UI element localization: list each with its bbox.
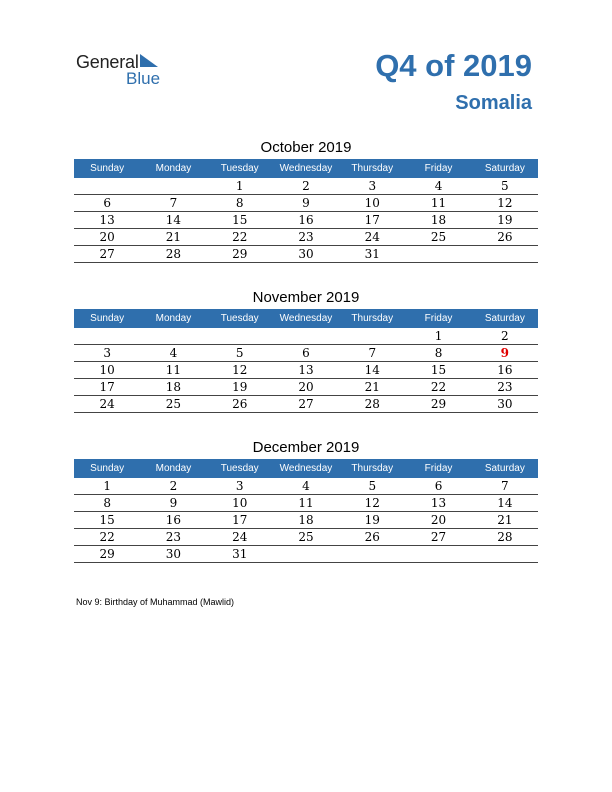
day-cell <box>140 328 206 344</box>
day-cell: 19 <box>497 213 513 227</box>
week-row <box>74 345 538 362</box>
week-row <box>74 328 538 345</box>
day-cell: 27 <box>430 530 447 544</box>
day-cell <box>339 546 405 562</box>
day-cell: 10 <box>99 363 115 377</box>
day-cell <box>472 246 538 262</box>
day-cell: 20 <box>430 513 447 527</box>
day-cell: 6 <box>434 479 443 493</box>
day-cell: 20 <box>99 230 115 244</box>
day-cell: 6 <box>103 196 111 210</box>
day-cell: 17 <box>232 513 248 527</box>
day-cell: 3 <box>368 179 377 193</box>
day-cell: 7 <box>368 346 377 360</box>
day-cell: 9 <box>169 496 178 510</box>
day-cell: 25 <box>430 230 447 244</box>
month-title: November 2019 <box>252 289 360 306</box>
week-row <box>74 396 538 413</box>
week-row <box>74 546 538 563</box>
month-grid <box>74 178 538 263</box>
month-grid <box>74 328 538 413</box>
day-cell <box>273 546 339 562</box>
day-cell: 1 <box>103 479 111 493</box>
week-row <box>74 246 538 263</box>
day-cell: 18 <box>165 380 182 394</box>
day-cell: 12 <box>497 196 513 210</box>
week-row <box>74 195 538 212</box>
day-cell <box>74 328 140 344</box>
day-cell: 23 <box>497 380 513 394</box>
day-cell: 28 <box>165 247 182 261</box>
day-cell: 30 <box>298 247 314 261</box>
weekday-label: Thursday <box>351 313 394 324</box>
day-cell: 19 <box>232 380 248 394</box>
weekday-label: Monday <box>155 313 192 324</box>
day-cell: 26 <box>364 530 380 544</box>
day-cell: 4 <box>169 346 178 360</box>
weekday-label: Wednesday <box>279 313 333 324</box>
day-cell <box>472 546 538 562</box>
day-cell: 2 <box>302 179 310 193</box>
week-row <box>74 495 538 512</box>
weekday-label: Tuesday <box>220 313 259 324</box>
week-row <box>74 379 538 396</box>
day-cell <box>273 328 339 344</box>
day-cell: 11 <box>165 363 182 377</box>
day-cell: 11 <box>298 496 314 510</box>
day-cell: 3 <box>235 479 244 493</box>
day-cell: 30 <box>497 397 513 411</box>
day-cell: 1 <box>434 329 443 343</box>
day-cell: 18 <box>430 213 447 227</box>
day-cell: 3 <box>103 346 111 360</box>
logo-flag-icon <box>140 54 158 67</box>
day-cell <box>207 328 273 344</box>
weekday-label: Tuesday <box>220 463 259 474</box>
day-cell: 31 <box>232 547 248 561</box>
day-cell: 15 <box>430 363 447 377</box>
day-cell: 12 <box>364 496 380 510</box>
day-cell <box>405 246 471 262</box>
day-cell: 13 <box>430 496 447 510</box>
weekday-label: Friday <box>424 463 453 474</box>
day-cell: 23 <box>165 530 182 544</box>
day-cell: 30 <box>165 547 182 561</box>
day-cell: 17 <box>364 213 380 227</box>
day-cell: 2 <box>501 329 509 343</box>
week-row <box>74 362 538 379</box>
weekday-header <box>74 459 538 478</box>
day-cell <box>405 546 471 562</box>
weekday-label: Monday <box>155 163 192 174</box>
day-cell: 21 <box>364 380 380 394</box>
weekday-label: Sunday <box>90 313 125 324</box>
day-cell: 4 <box>302 479 310 493</box>
weekday-label: Wednesday <box>279 163 333 174</box>
day-cell: 22 <box>99 530 115 544</box>
day-cell: 24 <box>232 530 248 544</box>
weekday-label: Thursday <box>351 163 394 174</box>
day-cell: 5 <box>235 346 244 360</box>
week-row <box>74 512 538 529</box>
day-cell: 21 <box>165 230 182 244</box>
day-cell: 26 <box>232 397 248 411</box>
day-cell: 7 <box>169 196 178 210</box>
day-cell: 8 <box>235 196 244 210</box>
day-cell: 1 <box>235 179 244 193</box>
day-cell: 6 <box>302 346 310 360</box>
generalblue-logo <box>76 52 186 92</box>
day-cell: 17 <box>99 380 115 394</box>
day-cell: 27 <box>298 397 314 411</box>
day-cell: 7 <box>501 479 509 493</box>
day-cell: 31 <box>364 247 380 261</box>
day-cell: 12 <box>232 363 248 377</box>
day-cell: 29 <box>99 547 115 561</box>
day-cell: 19 <box>364 513 380 527</box>
week-row <box>74 478 538 495</box>
week-row <box>74 229 538 246</box>
day-cell: 14 <box>364 363 380 377</box>
day-cell: 2 <box>169 479 178 493</box>
day-cell: 13 <box>298 363 314 377</box>
month-title: December 2019 <box>252 439 360 456</box>
month-november <box>74 287 538 413</box>
week-row <box>74 529 538 546</box>
day-cell: 14 <box>497 496 513 510</box>
month-december <box>74 437 538 563</box>
weekday-label: Sunday <box>90 163 125 174</box>
day-cell: 5 <box>501 179 509 193</box>
week-row <box>74 212 538 229</box>
day-cell: 24 <box>364 230 380 244</box>
day-cell <box>339 328 405 344</box>
day-cell: 28 <box>364 397 380 411</box>
weekday-label: Saturday <box>484 313 525 324</box>
day-cell: 4 <box>434 179 443 193</box>
day-cell: 9 <box>302 196 310 210</box>
weekday-label: Wednesday <box>279 463 333 474</box>
day-cell: 10 <box>364 196 380 210</box>
day-cell: 20 <box>298 380 314 394</box>
holiday-note: Nov 9: Birthday of Muhammad (Mawlid) <box>76 597 235 607</box>
weekday-label: Thursday <box>351 463 394 474</box>
month-grid <box>74 478 538 563</box>
day-cell: 11 <box>430 196 447 210</box>
day-cell: 25 <box>165 397 182 411</box>
month-october <box>74 137 538 263</box>
logo-text-blue: Blue <box>126 69 161 88</box>
day-cell: 24 <box>99 397 115 411</box>
weekday-label: Monday <box>155 463 192 474</box>
weekday-label: Friday <box>424 163 453 174</box>
logo-text-general: General <box>76 52 139 72</box>
day-cell: 5 <box>368 479 377 493</box>
weekday-label: Tuesday <box>220 163 259 174</box>
day-cell <box>140 178 206 194</box>
week-row <box>74 178 538 195</box>
day-cell: 29 <box>430 397 447 411</box>
month-title: October 2019 <box>260 139 352 156</box>
weekday-label: Sunday <box>90 463 125 474</box>
day-cell: 29 <box>232 247 248 261</box>
day-cell: 13 <box>99 213 115 227</box>
weekday-label: Saturday <box>484 463 525 474</box>
day-cell: 15 <box>99 513 115 527</box>
day-cell: 8 <box>434 346 443 360</box>
weekday-label: Saturday <box>484 163 525 174</box>
day-cell: 16 <box>298 213 314 227</box>
day-cell: 10 <box>232 496 248 510</box>
day-cell: 22 <box>430 380 447 394</box>
weekday-header <box>74 159 538 178</box>
day-cell: 22 <box>232 230 248 244</box>
day-cell: 27 <box>99 247 115 261</box>
day-cell: 14 <box>165 213 182 227</box>
day-cell: 18 <box>298 513 314 527</box>
day-cell: 21 <box>497 513 513 527</box>
holiday-day-cell: 9 <box>500 346 509 360</box>
day-cell: 23 <box>298 230 314 244</box>
weekday-header <box>74 309 538 328</box>
day-cell: 8 <box>103 496 111 510</box>
day-cell <box>74 178 140 194</box>
day-cell: 26 <box>497 230 513 244</box>
day-cell: 25 <box>298 530 314 544</box>
day-cell: 28 <box>497 530 513 544</box>
day-cell: 16 <box>497 363 513 377</box>
quarter-title: Q4 of 2019 <box>375 48 532 83</box>
day-cell: 15 <box>232 213 248 227</box>
day-cell: 16 <box>165 513 182 527</box>
weekday-label: Friday <box>424 313 453 324</box>
country-name: Somalia <box>455 92 532 114</box>
